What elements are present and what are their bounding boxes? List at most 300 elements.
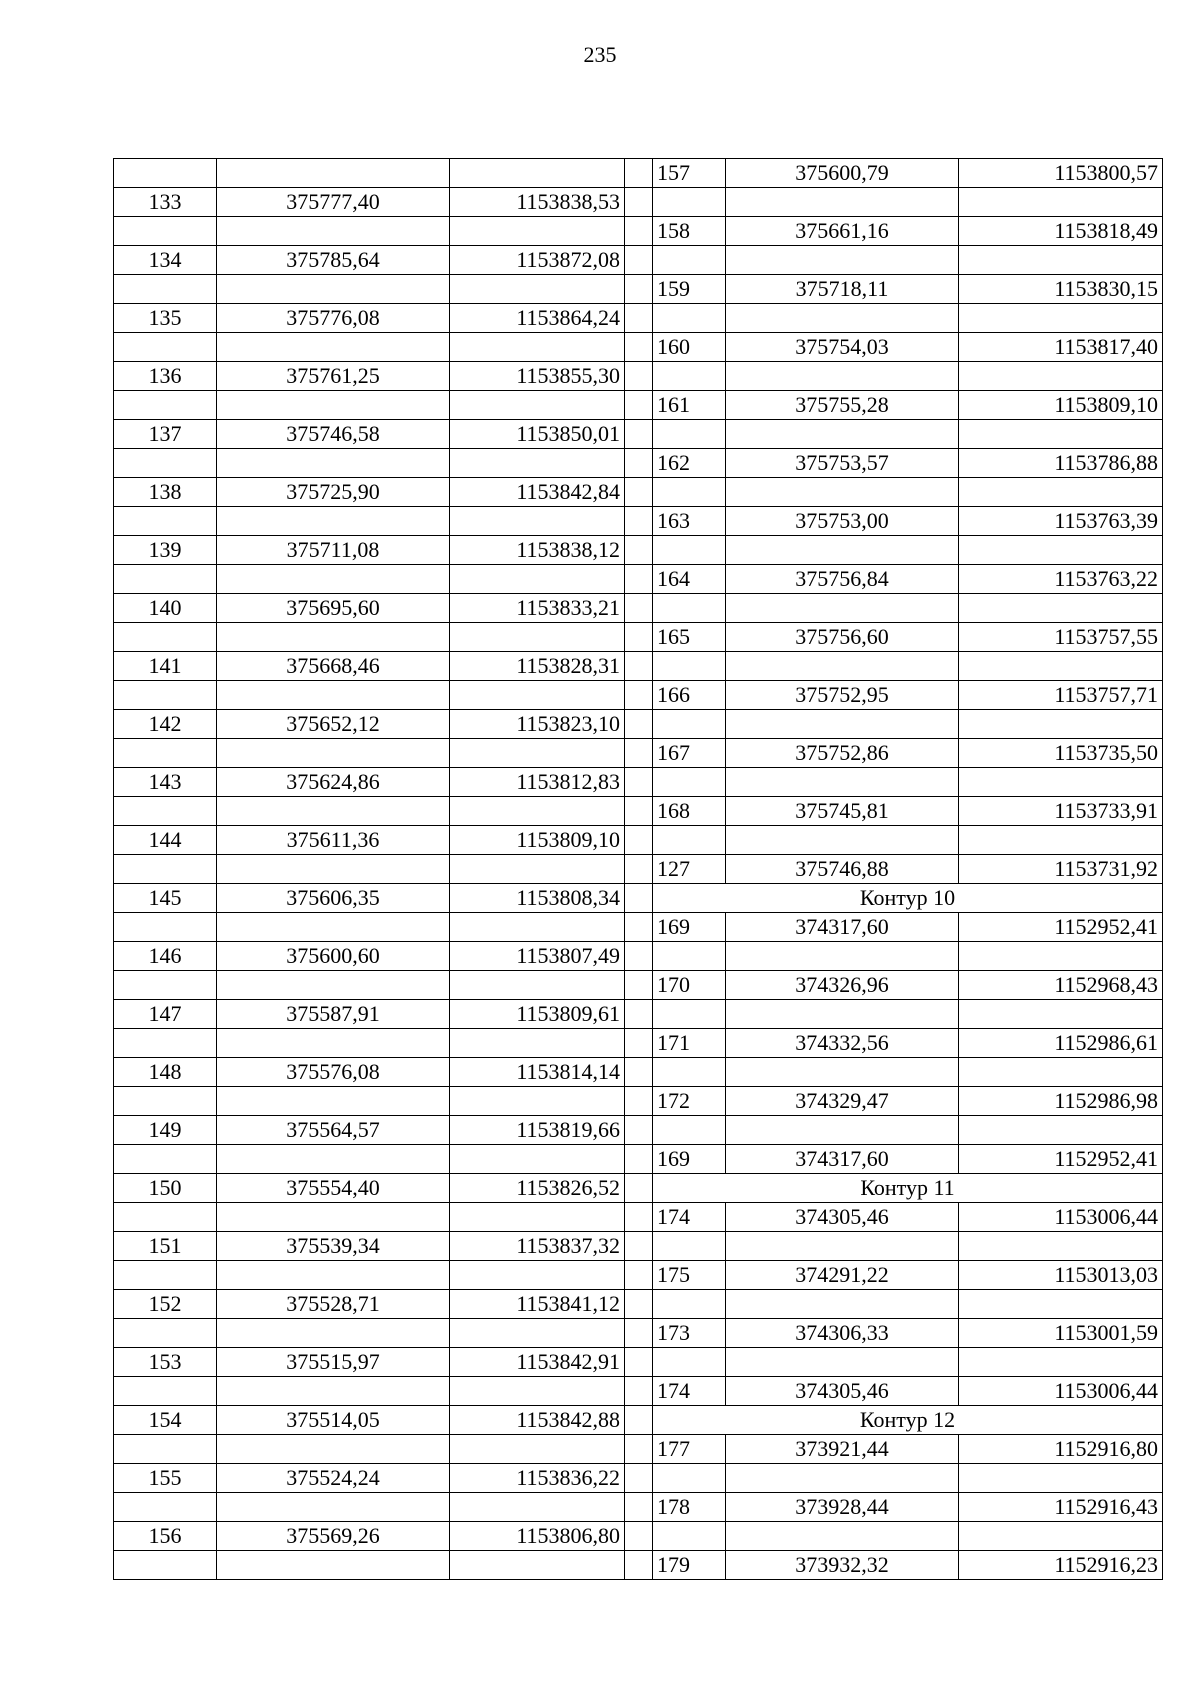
contour-heading: Контур 11	[653, 1174, 1163, 1203]
left-x-coordinate	[217, 1087, 450, 1116]
right-y-coordinate: 1153830,15	[959, 275, 1163, 304]
left-y-coordinate: 1153812,83	[450, 768, 625, 797]
left-point-number: 155	[114, 1464, 217, 1493]
right-y-coordinate: 1153763,22	[959, 565, 1163, 594]
separator-cell	[625, 420, 653, 449]
right-x-coordinate	[726, 652, 959, 681]
separator-cell	[625, 565, 653, 594]
right-y-coordinate: 1153800,57	[959, 159, 1163, 188]
table-row	[114, 826, 1163, 855]
right-y-coordinate	[959, 188, 1163, 217]
table-row	[114, 449, 1163, 478]
right-y-coordinate: 1153817,40	[959, 333, 1163, 362]
left-y-coordinate	[450, 623, 625, 652]
left-point-number	[114, 565, 217, 594]
right-x-coordinate: 374305,46	[726, 1377, 959, 1406]
left-y-coordinate: 1153826,52	[450, 1174, 625, 1203]
left-y-coordinate: 1153838,12	[450, 536, 625, 565]
right-y-coordinate: 1153733,91	[959, 797, 1163, 826]
right-y-coordinate	[959, 710, 1163, 739]
left-point-number: 154	[114, 1406, 217, 1435]
right-x-coordinate: 373921,44	[726, 1435, 959, 1464]
right-y-coordinate: 1152916,80	[959, 1435, 1163, 1464]
left-x-coordinate: 375587,91	[217, 1000, 450, 1029]
right-x-coordinate	[726, 246, 959, 275]
left-y-coordinate	[450, 739, 625, 768]
right-point-number	[653, 942, 726, 971]
right-y-coordinate: 1152986,98	[959, 1087, 1163, 1116]
left-x-coordinate	[217, 1203, 450, 1232]
left-x-coordinate: 375785,64	[217, 246, 450, 275]
table-row	[114, 188, 1163, 217]
left-x-coordinate	[217, 507, 450, 536]
left-y-coordinate	[450, 1377, 625, 1406]
right-point-number	[653, 1058, 726, 1087]
separator-cell	[625, 1232, 653, 1261]
right-y-coordinate: 1153731,92	[959, 855, 1163, 884]
left-x-coordinate: 375711,08	[217, 536, 450, 565]
table-row	[114, 1116, 1163, 1145]
left-x-coordinate	[217, 1551, 450, 1580]
separator-cell	[625, 710, 653, 739]
right-x-coordinate: 375746,88	[726, 855, 959, 884]
right-point-number: 174	[653, 1377, 726, 1406]
separator-cell	[625, 478, 653, 507]
right-y-coordinate	[959, 1058, 1163, 1087]
right-x-coordinate	[726, 1116, 959, 1145]
separator-cell	[625, 536, 653, 565]
left-point-number: 143	[114, 768, 217, 797]
right-x-coordinate: 374317,60	[726, 1145, 959, 1174]
left-point-number	[114, 623, 217, 652]
left-point-number	[114, 913, 217, 942]
right-x-coordinate	[726, 1290, 959, 1319]
right-x-coordinate: 375600,79	[726, 159, 959, 188]
left-x-coordinate	[217, 681, 450, 710]
left-point-number: 139	[114, 536, 217, 565]
right-point-number: 177	[653, 1435, 726, 1464]
right-y-coordinate	[959, 1290, 1163, 1319]
left-x-coordinate	[217, 1145, 450, 1174]
right-point-number	[653, 1348, 726, 1377]
left-x-coordinate	[217, 333, 450, 362]
left-point-number	[114, 971, 217, 1000]
left-y-coordinate	[450, 971, 625, 1000]
left-point-number: 149	[114, 1116, 217, 1145]
left-y-coordinate	[450, 1435, 625, 1464]
separator-cell	[625, 1551, 653, 1580]
right-x-coordinate	[726, 826, 959, 855]
left-x-coordinate: 375515,97	[217, 1348, 450, 1377]
left-y-coordinate	[450, 681, 625, 710]
right-point-number: 169	[653, 913, 726, 942]
left-y-coordinate	[450, 449, 625, 478]
right-x-coordinate: 374326,96	[726, 971, 959, 1000]
right-point-number	[653, 1522, 726, 1551]
right-y-coordinate	[959, 304, 1163, 333]
right-point-number: 170	[653, 971, 726, 1000]
contour-heading: Контур 12	[653, 1406, 1163, 1435]
left-x-coordinate	[217, 623, 450, 652]
left-x-coordinate: 375569,26	[217, 1522, 450, 1551]
right-x-coordinate	[726, 420, 959, 449]
table-row	[114, 942, 1163, 971]
left-x-coordinate	[217, 159, 450, 188]
right-x-coordinate: 374291,22	[726, 1261, 959, 1290]
left-x-coordinate: 375539,34	[217, 1232, 450, 1261]
right-y-coordinate: 1152916,23	[959, 1551, 1163, 1580]
table-row	[114, 478, 1163, 507]
table-row	[114, 652, 1163, 681]
left-x-coordinate	[217, 565, 450, 594]
right-point-number	[653, 362, 726, 391]
right-point-number	[653, 1116, 726, 1145]
left-point-number	[114, 391, 217, 420]
left-y-coordinate: 1153808,34	[450, 884, 625, 913]
separator-cell	[625, 391, 653, 420]
right-y-coordinate: 1152952,41	[959, 1145, 1163, 1174]
table-row	[114, 681, 1163, 710]
right-y-coordinate	[959, 1232, 1163, 1261]
table-row	[114, 1261, 1163, 1290]
right-point-number	[653, 594, 726, 623]
table-row	[114, 739, 1163, 768]
left-y-coordinate: 1153842,88	[450, 1406, 625, 1435]
left-y-coordinate: 1153819,66	[450, 1116, 625, 1145]
right-point-number	[653, 826, 726, 855]
right-y-coordinate	[959, 420, 1163, 449]
left-y-coordinate: 1153809,10	[450, 826, 625, 855]
separator-cell	[625, 1290, 653, 1319]
right-point-number: 168	[653, 797, 726, 826]
left-point-number	[114, 1145, 217, 1174]
separator-cell	[625, 1319, 653, 1348]
right-y-coordinate: 1153818,49	[959, 217, 1163, 246]
left-y-coordinate: 1153836,22	[450, 1464, 625, 1493]
page-number: 235	[583, 42, 617, 67]
right-point-number: 167	[653, 739, 726, 768]
left-y-coordinate: 1153809,61	[450, 1000, 625, 1029]
right-x-coordinate	[726, 304, 959, 333]
right-point-number: 166	[653, 681, 726, 710]
right-x-coordinate	[726, 1000, 959, 1029]
table-row	[114, 1174, 1163, 1203]
table-row	[114, 304, 1163, 333]
table-row	[114, 1319, 1163, 1348]
right-x-coordinate: 375752,95	[726, 681, 959, 710]
left-point-number	[114, 739, 217, 768]
left-y-coordinate	[450, 565, 625, 594]
coordinates-table	[113, 158, 1163, 1580]
left-y-coordinate: 1153841,12	[450, 1290, 625, 1319]
right-point-number: 169	[653, 1145, 726, 1174]
left-y-coordinate	[450, 1493, 625, 1522]
left-point-number: 146	[114, 942, 217, 971]
table-row	[114, 1232, 1163, 1261]
right-point-number: 171	[653, 1029, 726, 1058]
right-y-coordinate: 1153786,88	[959, 449, 1163, 478]
right-point-number: 175	[653, 1261, 726, 1290]
right-x-coordinate: 375718,11	[726, 275, 959, 304]
separator-cell	[625, 1174, 653, 1203]
table-row	[114, 1522, 1163, 1551]
left-y-coordinate	[450, 1087, 625, 1116]
left-point-number	[114, 1377, 217, 1406]
separator-cell	[625, 304, 653, 333]
left-x-coordinate: 375624,86	[217, 768, 450, 797]
right-y-coordinate	[959, 1464, 1163, 1493]
right-x-coordinate: 375753,00	[726, 507, 959, 536]
contour-heading: Контур 10	[653, 884, 1163, 913]
left-point-number	[114, 855, 217, 884]
right-point-number: 179	[653, 1551, 726, 1580]
left-point-number	[114, 1203, 217, 1232]
right-x-coordinate: 375755,28	[726, 391, 959, 420]
right-x-coordinate	[726, 1058, 959, 1087]
separator-cell	[625, 217, 653, 246]
right-x-coordinate: 374332,56	[726, 1029, 959, 1058]
separator-cell	[625, 159, 653, 188]
separator-cell	[625, 652, 653, 681]
right-x-coordinate	[726, 536, 959, 565]
right-x-coordinate: 373928,44	[726, 1493, 959, 1522]
separator-cell	[625, 1203, 653, 1232]
left-x-coordinate: 375668,46	[217, 652, 450, 681]
right-y-coordinate: 1153006,44	[959, 1377, 1163, 1406]
separator-cell	[625, 1435, 653, 1464]
table-row	[114, 362, 1163, 391]
right-y-coordinate	[959, 768, 1163, 797]
right-x-coordinate: 375753,57	[726, 449, 959, 478]
left-point-number	[114, 275, 217, 304]
left-y-coordinate	[450, 855, 625, 884]
right-point-number: 165	[653, 623, 726, 652]
left-point-number	[114, 159, 217, 188]
right-y-coordinate: 1153735,50	[959, 739, 1163, 768]
table-row	[114, 1551, 1163, 1580]
separator-cell	[625, 507, 653, 536]
right-point-number: 172	[653, 1087, 726, 1116]
left-x-coordinate	[217, 1029, 450, 1058]
right-y-coordinate	[959, 478, 1163, 507]
right-x-coordinate: 374305,46	[726, 1203, 959, 1232]
right-y-coordinate	[959, 652, 1163, 681]
right-y-coordinate: 1152952,41	[959, 913, 1163, 942]
separator-cell	[625, 1377, 653, 1406]
separator-cell	[625, 942, 653, 971]
left-y-coordinate	[450, 1203, 625, 1232]
left-point-number: 147	[114, 1000, 217, 1029]
left-point-number: 134	[114, 246, 217, 275]
right-x-coordinate: 375756,60	[726, 623, 959, 652]
left-x-coordinate: 375524,24	[217, 1464, 450, 1493]
coordinates-table-body	[114, 159, 1163, 1580]
left-point-number: 150	[114, 1174, 217, 1203]
table-row	[114, 391, 1163, 420]
left-point-number	[114, 1261, 217, 1290]
table-row	[114, 1145, 1163, 1174]
right-y-coordinate	[959, 246, 1163, 275]
left-y-coordinate	[450, 1145, 625, 1174]
left-y-coordinate	[450, 797, 625, 826]
left-y-coordinate	[450, 1319, 625, 1348]
left-point-number	[114, 681, 217, 710]
left-y-coordinate: 1153833,21	[450, 594, 625, 623]
separator-cell	[625, 1464, 653, 1493]
separator-cell	[625, 855, 653, 884]
left-x-coordinate	[217, 971, 450, 1000]
left-y-coordinate: 1153872,08	[450, 246, 625, 275]
table-row	[114, 1464, 1163, 1493]
left-y-coordinate: 1153814,14	[450, 1058, 625, 1087]
left-point-number: 141	[114, 652, 217, 681]
right-x-coordinate	[726, 362, 959, 391]
right-x-coordinate: 374329,47	[726, 1087, 959, 1116]
left-point-number	[114, 1551, 217, 1580]
left-point-number	[114, 217, 217, 246]
separator-cell	[625, 333, 653, 362]
table-row	[114, 884, 1163, 913]
right-x-coordinate	[726, 768, 959, 797]
right-x-coordinate	[726, 1522, 959, 1551]
separator-cell	[625, 681, 653, 710]
left-x-coordinate: 375564,57	[217, 1116, 450, 1145]
right-y-coordinate: 1153757,55	[959, 623, 1163, 652]
left-x-coordinate: 375606,35	[217, 884, 450, 913]
left-y-coordinate	[450, 1029, 625, 1058]
left-point-number: 140	[114, 594, 217, 623]
left-point-number: 142	[114, 710, 217, 739]
left-point-number: 151	[114, 1232, 217, 1261]
right-point-number	[653, 188, 726, 217]
separator-cell	[625, 1406, 653, 1435]
left-y-coordinate	[450, 217, 625, 246]
right-point-number	[653, 768, 726, 797]
left-point-number	[114, 333, 217, 362]
left-x-coordinate	[217, 275, 450, 304]
left-point-number	[114, 1493, 217, 1522]
right-point-number: 164	[653, 565, 726, 594]
separator-cell	[625, 1493, 653, 1522]
left-y-coordinate: 1153850,01	[450, 420, 625, 449]
table-row	[114, 594, 1163, 623]
right-y-coordinate	[959, 826, 1163, 855]
table-row	[114, 1406, 1163, 1435]
right-point-number: 157	[653, 159, 726, 188]
separator-cell	[625, 1029, 653, 1058]
right-point-number: 173	[653, 1319, 726, 1348]
right-y-coordinate	[959, 536, 1163, 565]
right-point-number	[653, 536, 726, 565]
right-x-coordinate	[726, 942, 959, 971]
right-y-coordinate	[959, 594, 1163, 623]
separator-cell	[625, 1522, 653, 1551]
table-row	[114, 536, 1163, 565]
table-row	[114, 710, 1163, 739]
right-point-number: 127	[653, 855, 726, 884]
left-point-number: 135	[114, 304, 217, 333]
table-row	[114, 623, 1163, 652]
right-point-number	[653, 1232, 726, 1261]
separator-cell	[625, 797, 653, 826]
right-y-coordinate: 1153763,39	[959, 507, 1163, 536]
left-point-number: 137	[114, 420, 217, 449]
table-row	[114, 246, 1163, 275]
left-x-coordinate	[217, 449, 450, 478]
left-y-coordinate: 1153807,49	[450, 942, 625, 971]
separator-cell	[625, 1000, 653, 1029]
table-row	[114, 1290, 1163, 1319]
table-row	[114, 159, 1163, 188]
table-row	[114, 1058, 1163, 1087]
right-y-coordinate: 1152986,61	[959, 1029, 1163, 1058]
separator-cell	[625, 188, 653, 217]
right-point-number	[653, 1290, 726, 1319]
left-point-number	[114, 797, 217, 826]
right-y-coordinate	[959, 1522, 1163, 1551]
separator-cell	[625, 1087, 653, 1116]
left-x-coordinate: 375761,25	[217, 362, 450, 391]
right-y-coordinate	[959, 1348, 1163, 1377]
left-x-coordinate: 375600,60	[217, 942, 450, 971]
right-x-coordinate: 375745,81	[726, 797, 959, 826]
left-x-coordinate	[217, 739, 450, 768]
right-point-number: 161	[653, 391, 726, 420]
separator-cell	[625, 449, 653, 478]
left-x-coordinate	[217, 1435, 450, 1464]
right-x-coordinate	[726, 188, 959, 217]
separator-cell	[625, 768, 653, 797]
left-point-number: 136	[114, 362, 217, 391]
left-point-number: 138	[114, 478, 217, 507]
right-point-number: 160	[653, 333, 726, 362]
table-row	[114, 217, 1163, 246]
separator-cell	[625, 623, 653, 652]
left-point-number	[114, 449, 217, 478]
right-point-number: 174	[653, 1203, 726, 1232]
table-row	[114, 797, 1163, 826]
left-y-coordinate	[450, 159, 625, 188]
left-y-coordinate: 1153828,31	[450, 652, 625, 681]
right-y-coordinate	[959, 362, 1163, 391]
separator-cell	[625, 884, 653, 913]
table-row	[114, 275, 1163, 304]
left-y-coordinate: 1153838,53	[450, 188, 625, 217]
right-x-coordinate: 375752,86	[726, 739, 959, 768]
right-x-coordinate	[726, 1348, 959, 1377]
table-row	[114, 1377, 1163, 1406]
separator-cell	[625, 1116, 653, 1145]
left-y-coordinate: 1153855,30	[450, 362, 625, 391]
left-x-coordinate: 375514,05	[217, 1406, 450, 1435]
left-y-coordinate	[450, 1551, 625, 1580]
left-y-coordinate	[450, 1261, 625, 1290]
right-y-coordinate: 1152968,43	[959, 971, 1163, 1000]
left-point-number	[114, 1435, 217, 1464]
left-y-coordinate: 1153842,91	[450, 1348, 625, 1377]
left-point-number: 153	[114, 1348, 217, 1377]
table-row	[114, 1348, 1163, 1377]
left-x-coordinate	[217, 217, 450, 246]
right-x-coordinate: 374306,33	[726, 1319, 959, 1348]
left-y-coordinate: 1153837,32	[450, 1232, 625, 1261]
separator-cell	[625, 246, 653, 275]
table-row	[114, 855, 1163, 884]
left-x-coordinate: 375652,12	[217, 710, 450, 739]
table-row	[114, 913, 1163, 942]
left-x-coordinate	[217, 913, 450, 942]
table-row	[114, 971, 1163, 1000]
